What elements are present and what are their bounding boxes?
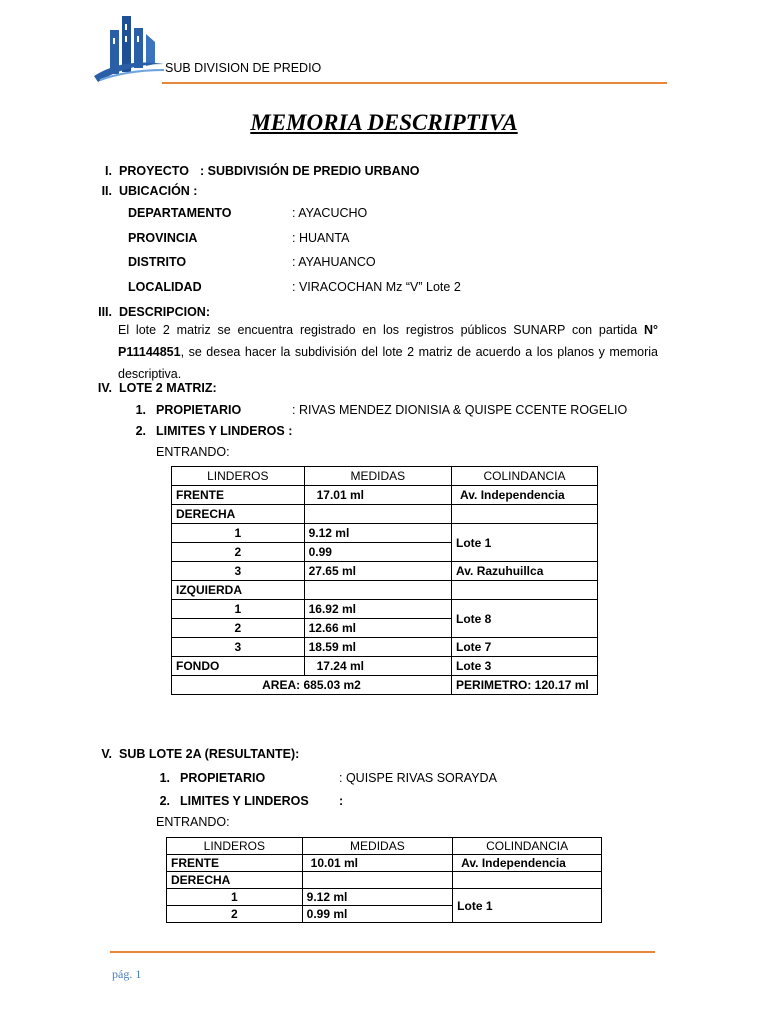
header-divider: [162, 82, 667, 84]
location-value: : AYAHUANCO: [292, 255, 376, 269]
tramo-number: 1: [172, 600, 305, 619]
owner-number: 1.: [159, 771, 170, 785]
column-header: COLINDANCIA: [453, 838, 602, 855]
location-value: : AYACUCHO: [292, 206, 368, 220]
table-row: [172, 505, 598, 524]
table-row: [172, 657, 598, 676]
table-row: [172, 486, 598, 505]
lindero-label: DERECHA: [167, 872, 303, 889]
footer-divider: [110, 951, 515, 953]
partida-number: N° P11144851: [118, 323, 658, 359]
column-header: COLINDANCIA: [452, 467, 598, 486]
medida-cell: 10.01 ml: [302, 855, 453, 872]
entrando-label: ENTRANDO:: [156, 815, 230, 829]
description-text: , se desea hacer la subdivisión del lote 2 matriz de acuerdo a los planos y memoria descriptiva.: [118, 345, 658, 381]
medida-cell: 27.65 ml: [304, 562, 451, 581]
description-paragraph: [118, 319, 658, 385]
medida-cell: [304, 505, 451, 524]
section-5-label: SUB LOTE 2A (RESULTANTE):: [119, 747, 300, 761]
section-2-number: II.: [101, 184, 112, 198]
colindancia-cell: Lote 1: [453, 889, 602, 923]
section-5-number: V.: [101, 747, 112, 761]
table-total-row: [172, 676, 598, 695]
medida-cell: 9.12 ml: [302, 889, 453, 906]
medida-cell: 12.66 ml: [304, 619, 451, 638]
column-header: MEDIDAS: [304, 467, 451, 486]
tramo-number: 2: [172, 543, 305, 562]
section-1-number: I.: [105, 164, 112, 178]
medida-cell: 17.24 ml: [304, 657, 451, 676]
medida-cell: 17.01 ml: [304, 486, 451, 505]
colindancia-cell: [453, 872, 602, 889]
tramo-number: 2: [172, 619, 305, 638]
lindero-label: FRENTE: [167, 855, 303, 872]
location-label: LOCALIDAD: [128, 280, 202, 294]
document-title: MEMORIA DESCRIPTIVA: [250, 110, 518, 135]
table-header-row: [172, 467, 598, 486]
medida-cell: [304, 581, 451, 600]
colindancia-cell: Lote 7: [452, 638, 598, 657]
limits-number: 2.: [159, 794, 170, 808]
linderos-table-lote-2: [171, 466, 598, 695]
tramo-number: 3: [172, 638, 305, 657]
lindero-label: FONDO: [172, 657, 305, 676]
medida-cell: 0.99: [304, 543, 451, 562]
medida-cell: 18.59 ml: [304, 638, 451, 657]
table-row: [172, 562, 598, 581]
section-2-label: UBICACIÓN :: [119, 184, 198, 198]
colindancia-cell: Lote 1: [452, 524, 598, 562]
header-title: SUB DIVISION DE PREDIO: [165, 61, 322, 75]
perimeter-total: PERIMETRO: 120.17 ml: [452, 676, 598, 695]
table-row: [167, 855, 602, 872]
lindero-label: IZQUIERDA: [172, 581, 305, 600]
colindancia-cell: Av. Independencia: [453, 855, 602, 872]
page-number: pág. 1: [112, 967, 142, 981]
location-label: DISTRITO: [128, 255, 187, 269]
colindancia-cell: Av. Razuhuillca: [452, 562, 598, 581]
description-text: El lote 2 matriz se encuentra registrado en los registros públicos SUNARP con partida: [118, 323, 644, 337]
table-row: [172, 524, 598, 543]
medida-cell: 16.92 ml: [304, 600, 451, 619]
table-row: [172, 600, 598, 619]
medida-cell: [302, 872, 453, 889]
colindancia-cell: Av. Independencia: [452, 486, 598, 505]
company-logo: [92, 14, 166, 84]
table-row: [167, 872, 602, 889]
owner-value: : QUISPE RIVAS SORAYDA: [339, 771, 497, 785]
medida-cell: 9.12 ml: [304, 524, 451, 543]
section-4-label: LOTE 2 MATRIZ:: [119, 381, 217, 395]
table-row: [172, 581, 598, 600]
colindancia-cell: Lote 3: [452, 657, 598, 676]
limits-label: LIMITES Y LINDEROS: [180, 794, 309, 808]
section-3-number: III.: [98, 305, 112, 319]
tramo-number: 1: [172, 524, 305, 543]
owner-label: PROPIETARIO: [180, 771, 266, 785]
location-label: DEPARTAMENTO: [128, 206, 232, 220]
owner-value: : RIVAS MENDEZ DIONISIA & QUISPE CCENTE ROGELIO: [292, 403, 628, 417]
entrando-label: ENTRANDO:: [156, 445, 230, 459]
table-row: [167, 889, 602, 906]
table-row: [172, 638, 598, 657]
location-value: : VIRACOCHAN Mz “V” Lote 2: [292, 280, 461, 294]
column-header: MEDIDAS: [302, 838, 453, 855]
location-value: : HUANTA: [292, 231, 350, 245]
lindero-label: DERECHA: [172, 505, 305, 524]
section-4-number: IV.: [97, 381, 112, 395]
colindancia-cell: [452, 581, 598, 600]
section-3-label: DESCRIPCION:: [119, 305, 210, 319]
limits-number: 2.: [135, 424, 146, 438]
owner-number: 1.: [135, 403, 146, 417]
limits-label: LIMITES Y LINDEROS :: [156, 424, 293, 438]
limits-colon: :: [339, 794, 344, 808]
owner-label: PROPIETARIO: [156, 403, 242, 417]
linderos-table-sub-lote-2a: [166, 837, 602, 923]
tramo-number: 2: [167, 906, 303, 923]
column-header: LINDEROS: [167, 838, 303, 855]
column-header: LINDEROS: [172, 467, 305, 486]
tramo-number: 1: [167, 889, 303, 906]
lindero-label: FRENTE: [172, 486, 305, 505]
section-1-label: PROYECTO: [119, 164, 189, 178]
section-1-value: : SUBDIVISIÓN DE PREDIO URBANO: [200, 164, 420, 178]
table-header-row: [167, 838, 602, 855]
footer-divider: [515, 951, 655, 953]
tramo-number: 3: [172, 562, 305, 581]
colindancia-cell: Lote 8: [452, 600, 598, 638]
area-total: AREA: 685.03 m2: [172, 676, 452, 695]
medida-cell: 0.99 ml: [302, 906, 453, 923]
colindancia-cell: [452, 505, 598, 524]
location-label: PROVINCIA: [128, 231, 198, 245]
